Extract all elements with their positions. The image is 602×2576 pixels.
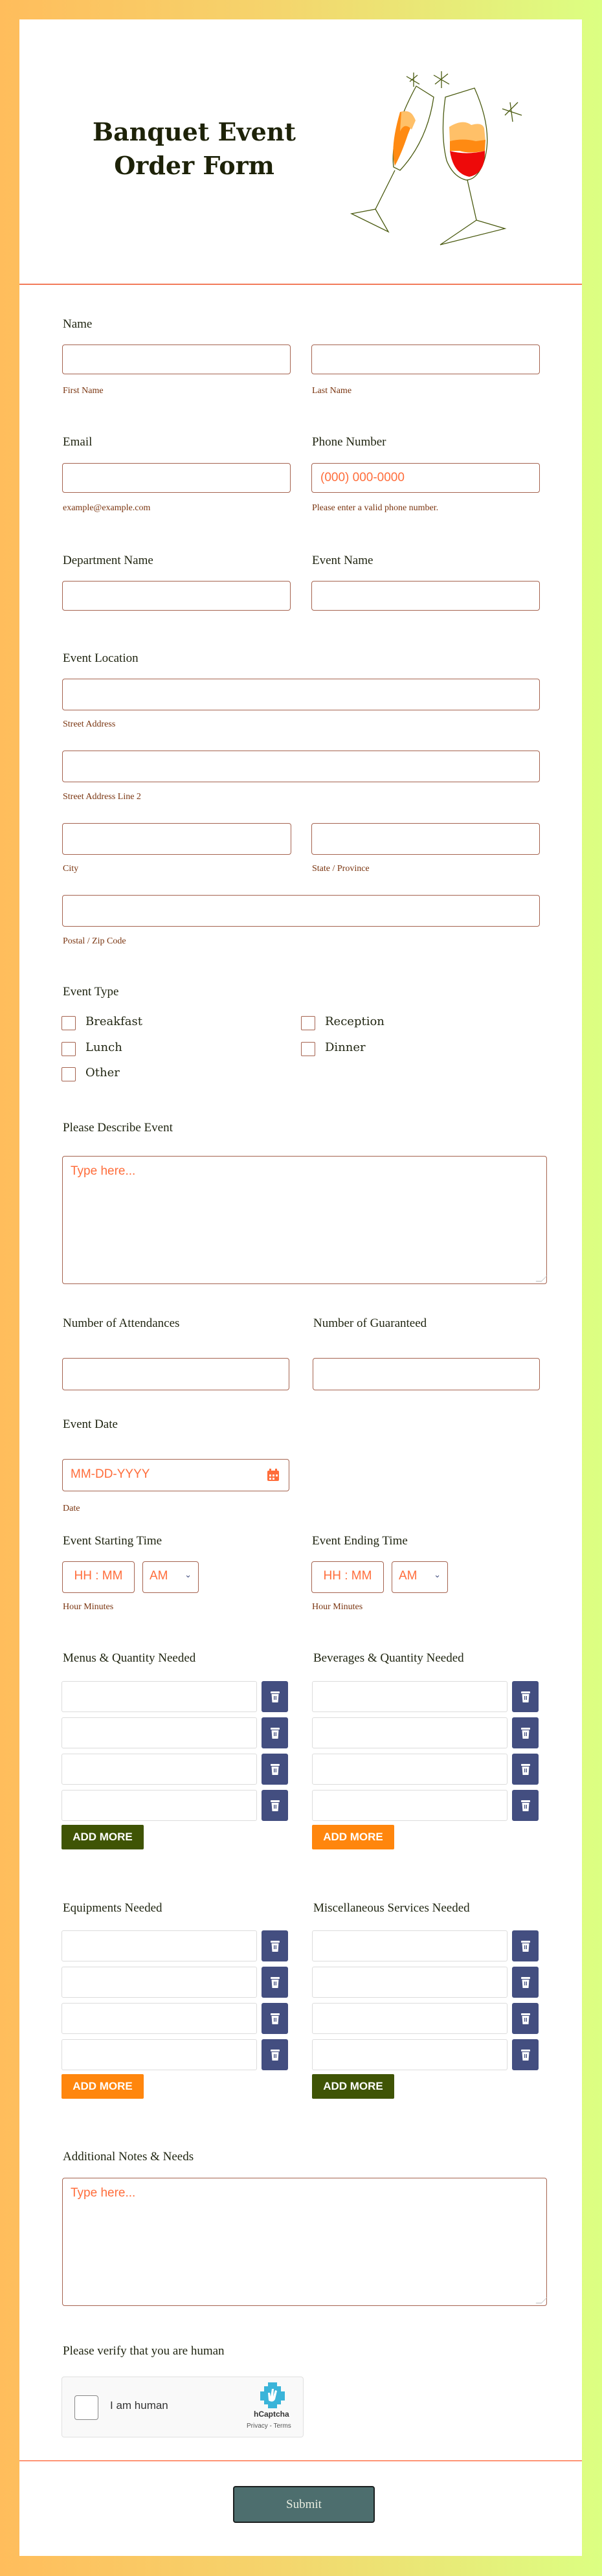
- end-time-input[interactable]: [311, 1561, 384, 1593]
- last-name-input[interactable]: [311, 345, 540, 374]
- hcaptcha-privacy-terms-link[interactable]: Privacy - Terms: [247, 2423, 291, 2430]
- street-sublabel: Street Address: [63, 719, 116, 729]
- captcha-checkbox[interactable]: [74, 2395, 98, 2420]
- misc-item-input[interactable]: [312, 2039, 507, 2070]
- trash-icon: [271, 2049, 280, 2061]
- menus-item-input[interactable]: [61, 1754, 257, 1785]
- department-label: Department Name: [63, 554, 153, 567]
- checkbox-reception[interactable]: [301, 1016, 315, 1030]
- misc-item-input[interactable]: [312, 1930, 507, 1961]
- email-label: Email: [63, 435, 93, 449]
- describe-placeholder: Type here...: [71, 1164, 136, 1178]
- date-placeholder: MM-DD-YYYY: [71, 1467, 150, 1481]
- state-input[interactable]: [311, 823, 540, 855]
- beverages-item-input[interactable]: [312, 1717, 507, 1748]
- trash-icon: [271, 1727, 280, 1739]
- location-label: Event Location: [63, 651, 139, 665]
- form-card: [19, 19, 582, 2556]
- beverages-label: Beverages & Quantity Needed: [313, 1651, 464, 1665]
- delete-row-button[interactable]: [262, 1930, 288, 1961]
- checkbox-lunch[interactable]: [61, 1042, 76, 1056]
- equipments-item-input[interactable]: [61, 2003, 257, 2034]
- trash-icon: [271, 1940, 280, 1952]
- name-label: Name: [63, 317, 93, 331]
- phone-input[interactable]: [311, 463, 540, 493]
- beverages-item-input[interactable]: [312, 1790, 507, 1821]
- trash-icon: [271, 1976, 280, 1988]
- checkbox-dinner-label: Dinner: [325, 1041, 366, 1054]
- phone-label: Phone Number: [312, 435, 386, 449]
- trash-icon: [521, 1763, 530, 1775]
- state-sublabel: State / Province: [312, 864, 370, 874]
- delete-row-button[interactable]: [512, 1717, 539, 1748]
- event-name-label: Event Name: [312, 554, 373, 567]
- email-sublabel: example@example.com: [63, 503, 151, 513]
- end-ampm-select[interactable]: [392, 1561, 448, 1593]
- delete-row-button[interactable]: [512, 1681, 539, 1712]
- event-date-label: Event Date: [63, 1418, 118, 1431]
- guaranteed-input[interactable]: [313, 1358, 540, 1390]
- delete-row-button[interactable]: [512, 1930, 539, 1961]
- checkbox-dinner[interactable]: [301, 1042, 315, 1056]
- form-title: [65, 115, 324, 183]
- trash-icon: [271, 1763, 280, 1775]
- start-ampm-value: AM: [150, 1569, 168, 1583]
- trash-icon: [521, 1727, 530, 1739]
- trash-icon: [271, 1691, 280, 1702]
- attendances-input[interactable]: [62, 1358, 289, 1390]
- beverages-add-more-button[interactable]: ADD MORE: [312, 1825, 394, 1849]
- attendances-label: Number of Attendances: [63, 1316, 180, 1330]
- zip-input[interactable]: [62, 895, 540, 927]
- trash-icon: [521, 1691, 530, 1702]
- champagne-toast-icon: [350, 70, 534, 249]
- delete-row-button[interactable]: [262, 1790, 288, 1821]
- describe-textarea[interactable]: [62, 1156, 547, 1284]
- beverages-item-input[interactable]: [312, 1681, 507, 1712]
- zip-sublabel: Postal / Zip Code: [63, 936, 126, 946]
- title-line-2: Order Form: [114, 151, 274, 180]
- phone-placeholder: (000) 000-0000: [320, 471, 405, 484]
- delete-row-button[interactable]: [512, 2039, 539, 2070]
- menus-item-input[interactable]: [61, 1681, 257, 1712]
- menus-item-input[interactable]: [61, 1790, 257, 1821]
- checkbox-reception-label: Reception: [325, 1015, 385, 1028]
- delete-row-button[interactable]: [262, 2039, 288, 2070]
- trash-icon: [521, 2013, 530, 2024]
- trash-icon: [271, 2013, 280, 2024]
- header-divider: [19, 284, 582, 285]
- beverages-item-input[interactable]: [312, 1754, 507, 1785]
- email-input[interactable]: [62, 463, 291, 493]
- last-name-sublabel: Last Name: [312, 386, 352, 396]
- equipments-item-input[interactable]: [61, 2039, 257, 2070]
- menus-add-more-button[interactable]: ADD MORE: [61, 1825, 144, 1849]
- checkbox-lunch-label: Lunch: [85, 1041, 122, 1054]
- street2-sublabel: Street Address Line 2: [63, 792, 141, 802]
- first-name-sublabel: First Name: [63, 386, 104, 396]
- resize-handle[interactable]: [536, 1276, 548, 1282]
- trash-icon: [521, 1976, 530, 1988]
- first-name-input[interactable]: [62, 345, 291, 374]
- notes-placeholder: Type here...: [71, 2186, 136, 2200]
- trash-icon: [521, 2049, 530, 2061]
- captcha-label: Please verify that you are human: [63, 2344, 225, 2358]
- equipments-item-input[interactable]: [61, 1967, 257, 1998]
- start-time-placeholder: HH : MM: [74, 1569, 123, 1583]
- end-time-sublabel: Hour Minutes: [312, 1602, 363, 1612]
- department-input[interactable]: [62, 581, 291, 611]
- end-ampm-value: AM: [399, 1569, 418, 1583]
- footer-divider: [19, 2460, 582, 2461]
- start-time-label: Event Starting Time: [63, 1534, 162, 1548]
- resize-handle[interactable]: [536, 2298, 548, 2303]
- start-ampm-select[interactable]: [142, 1561, 199, 1593]
- checkbox-breakfast-label: Breakfast: [85, 1015, 142, 1028]
- hcaptcha-brand: hCaptcha: [254, 2410, 289, 2419]
- chevron-down-icon: ⌄: [434, 1570, 441, 1580]
- misc-label: Miscellaneous Services Needed: [313, 1901, 470, 1915]
- street-input[interactable]: [62, 679, 540, 710]
- describe-label: Please Describe Event: [63, 1121, 173, 1135]
- equipments-label: Equipments Needed: [63, 1901, 162, 1915]
- checkbox-other-label: Other: [85, 1066, 120, 1079]
- menus-item-input[interactable]: [61, 1717, 257, 1748]
- date-sublabel: Date: [63, 1504, 80, 1513]
- phone-sublabel: Please enter a valid phone number.: [312, 503, 439, 513]
- hcaptcha-logo-icon: [260, 2382, 285, 2408]
- checkbox-breakfast[interactable]: [61, 1016, 76, 1030]
- notes-label: Additional Notes & Needs: [63, 2150, 194, 2164]
- hcaptcha-widget: [61, 2377, 304, 2437]
- equipments-add-more-button[interactable]: ADD MORE: [61, 2074, 144, 2099]
- submit-button[interactable]: Submit: [233, 2486, 375, 2523]
- delete-row-button[interactable]: [512, 1967, 539, 1998]
- captcha-checkbox-label: I am human: [110, 2399, 168, 2412]
- delete-row-button[interactable]: [512, 1790, 539, 1821]
- calendar-icon[interactable]: [267, 1469, 280, 1482]
- delete-row-button[interactable]: [262, 1754, 288, 1785]
- delete-row-button[interactable]: [512, 2003, 539, 2034]
- end-time-label: Event Ending Time: [312, 1534, 408, 1548]
- event-type-label: Event Type: [63, 985, 119, 999]
- event-date-input[interactable]: [62, 1459, 289, 1491]
- end-time-placeholder: HH : MM: [323, 1569, 372, 1583]
- checkbox-other[interactable]: [61, 1067, 76, 1081]
- trash-icon: [521, 1800, 530, 1811]
- start-time-sublabel: Hour Minutes: [63, 1602, 114, 1612]
- chevron-down-icon: ⌄: [184, 1570, 192, 1580]
- guaranteed-label: Number of Guaranteed: [313, 1316, 427, 1330]
- misc-item-input[interactable]: [312, 2003, 507, 2034]
- city-input[interactable]: [62, 823, 291, 855]
- event-name-input[interactable]: [311, 581, 540, 611]
- trash-icon: [271, 1800, 280, 1811]
- misc-item-input[interactable]: [312, 1967, 507, 1998]
- city-sublabel: City: [63, 864, 79, 874]
- equipments-item-input[interactable]: [61, 1930, 257, 1961]
- delete-row-button[interactable]: [262, 2003, 288, 2034]
- street2-input[interactable]: [62, 751, 540, 782]
- delete-row-button[interactable]: [262, 1681, 288, 1712]
- delete-row-button[interactable]: [262, 1967, 288, 1998]
- delete-row-button[interactable]: [262, 1717, 288, 1748]
- trash-icon: [521, 1940, 530, 1952]
- notes-textarea[interactable]: [62, 2178, 547, 2306]
- title-line-1: Banquet Event: [93, 117, 296, 146]
- misc-add-more-button[interactable]: ADD MORE: [312, 2074, 394, 2099]
- delete-row-button[interactable]: [512, 1754, 539, 1785]
- menus-label: Menus & Quantity Needed: [63, 1651, 196, 1665]
- start-time-input[interactable]: [62, 1561, 135, 1593]
